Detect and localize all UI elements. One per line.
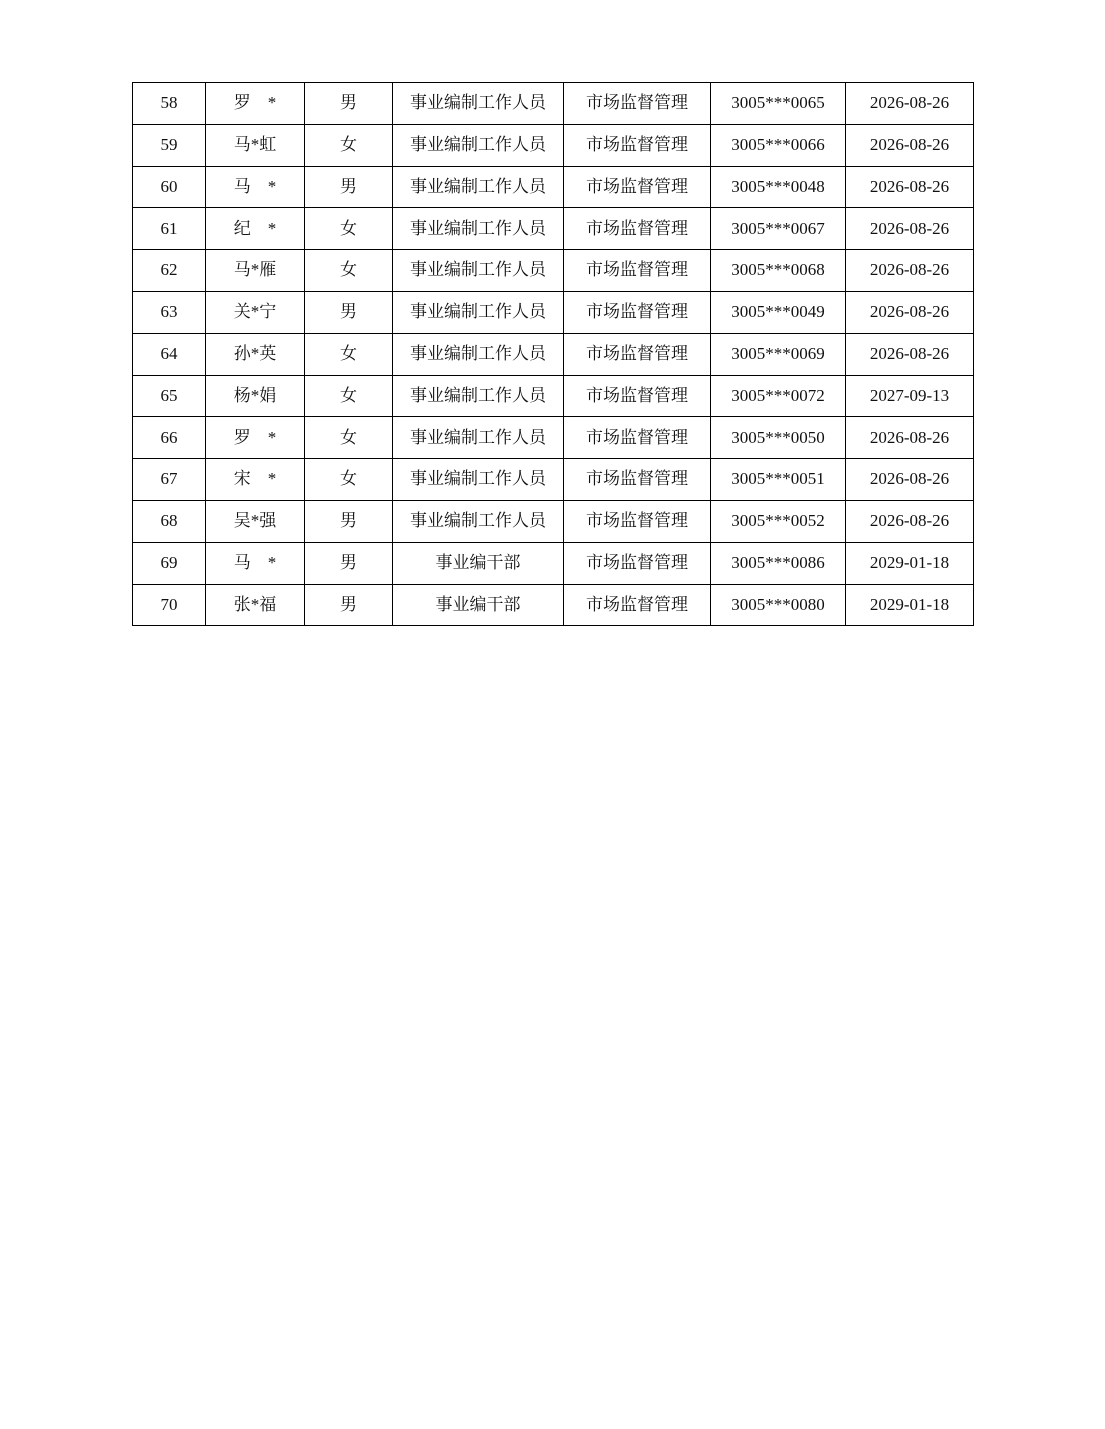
serial-cell: 61 [133,208,206,250]
name-cell: 马 * [206,166,305,208]
name-cell: 马*雁 [206,250,305,292]
expiry_date-cell: 2026-08-26 [846,459,974,501]
department-cell: 市场监督管理 [564,166,711,208]
cert_number-cell: 3005***0050 [711,417,846,459]
position-cell: 事业编干部 [393,542,564,584]
serial-cell: 58 [133,83,206,125]
department-cell: 市场监督管理 [564,83,711,125]
serial-cell: 70 [133,584,206,626]
position-cell: 事业编制工作人员 [393,208,564,250]
table-row [133,166,974,208]
gender-cell: 男 [305,584,393,626]
cert_number-cell: 3005***0049 [711,291,846,333]
gender-cell: 女 [305,250,393,292]
table-row [133,250,974,292]
expiry_date-cell: 2026-08-26 [846,250,974,292]
department-cell: 市场监督管理 [564,459,711,501]
table-row [133,584,974,626]
position-cell: 事业编干部 [393,584,564,626]
gender-cell: 男 [305,500,393,542]
expiry_date-cell: 2027-09-13 [846,375,974,417]
expiry_date-cell: 2026-08-26 [846,417,974,459]
gender-cell: 女 [305,375,393,417]
cert_number-cell: 3005***0066 [711,124,846,166]
expiry_date-cell: 2026-08-26 [846,83,974,125]
cert_number-cell: 3005***0051 [711,459,846,501]
department-cell: 市场监督管理 [564,375,711,417]
department-cell: 市场监督管理 [564,500,711,542]
serial-cell: 59 [133,124,206,166]
expiry_date-cell: 2029-01-18 [846,542,974,584]
department-cell: 市场监督管理 [564,417,711,459]
serial-cell: 62 [133,250,206,292]
cert_number-cell: 3005***0080 [711,584,846,626]
expiry_date-cell: 2026-08-26 [846,500,974,542]
gender-cell: 女 [305,333,393,375]
name-cell: 孙*英 [206,333,305,375]
gender-cell: 男 [305,83,393,125]
table-row [133,500,974,542]
name-cell: 张*福 [206,584,305,626]
name-cell: 吴*强 [206,500,305,542]
serial-cell: 68 [133,500,206,542]
department-cell: 市场监督管理 [564,250,711,292]
cert_number-cell: 3005***0068 [711,250,846,292]
table-row [133,375,974,417]
position-cell: 事业编制工作人员 [393,83,564,125]
name-cell: 杨*娟 [206,375,305,417]
position-cell: 事业编制工作人员 [393,459,564,501]
cert_number-cell: 3005***0067 [711,208,846,250]
department-cell: 市场监督管理 [564,208,711,250]
gender-cell: 女 [305,459,393,501]
position-cell: 事业编制工作人员 [393,124,564,166]
expiry_date-cell: 2026-08-26 [846,333,974,375]
department-cell: 市场监督管理 [564,584,711,626]
cert_number-cell: 3005***0048 [711,166,846,208]
gender-cell: 女 [305,124,393,166]
position-cell: 事业编制工作人员 [393,500,564,542]
serial-cell: 63 [133,291,206,333]
name-cell: 罗 * [206,417,305,459]
serial-cell: 66 [133,417,206,459]
cert_number-cell: 3005***0072 [711,375,846,417]
department-cell: 市场监督管理 [564,124,711,166]
department-cell: 市场监督管理 [564,542,711,584]
position-cell: 事业编制工作人员 [393,375,564,417]
serial-cell: 64 [133,333,206,375]
cert_number-cell: 3005***0069 [711,333,846,375]
gender-cell: 男 [305,542,393,584]
serial-cell: 69 [133,542,206,584]
position-cell: 事业编制工作人员 [393,250,564,292]
cert_number-cell: 3005***0086 [711,542,846,584]
name-cell: 马*虹 [206,124,305,166]
department-cell: 市场监督管理 [564,333,711,375]
table-row [133,417,974,459]
department-cell: 市场监督管理 [564,291,711,333]
gender-cell: 男 [305,291,393,333]
table-row [133,542,974,584]
gender-cell: 女 [305,208,393,250]
cert_number-cell: 3005***0065 [711,83,846,125]
name-cell: 马 * [206,542,305,584]
table-row [133,124,974,166]
serial-cell: 67 [133,459,206,501]
position-cell: 事业编制工作人员 [393,333,564,375]
name-cell: 罗 * [206,83,305,125]
name-cell: 纪 * [206,208,305,250]
position-cell: 事业编制工作人员 [393,291,564,333]
name-cell: 宋 * [206,459,305,501]
table-row [133,208,974,250]
serial-cell: 65 [133,375,206,417]
table-row [133,459,974,501]
expiry_date-cell: 2026-08-26 [846,208,974,250]
expiry_date-cell: 2026-08-26 [846,166,974,208]
gender-cell: 男 [305,166,393,208]
serial-cell: 60 [133,166,206,208]
name-cell: 关*宁 [206,291,305,333]
expiry_date-cell: 2026-08-26 [846,124,974,166]
personnel-roster-table [132,82,974,626]
expiry_date-cell: 2026-08-26 [846,291,974,333]
cert_number-cell: 3005***0052 [711,500,846,542]
gender-cell: 女 [305,417,393,459]
table-row [133,291,974,333]
position-cell: 事业编制工作人员 [393,417,564,459]
table-body [133,83,974,626]
table-row [133,333,974,375]
table-row [133,83,974,125]
position-cell: 事业编制工作人员 [393,166,564,208]
expiry_date-cell: 2029-01-18 [846,584,974,626]
